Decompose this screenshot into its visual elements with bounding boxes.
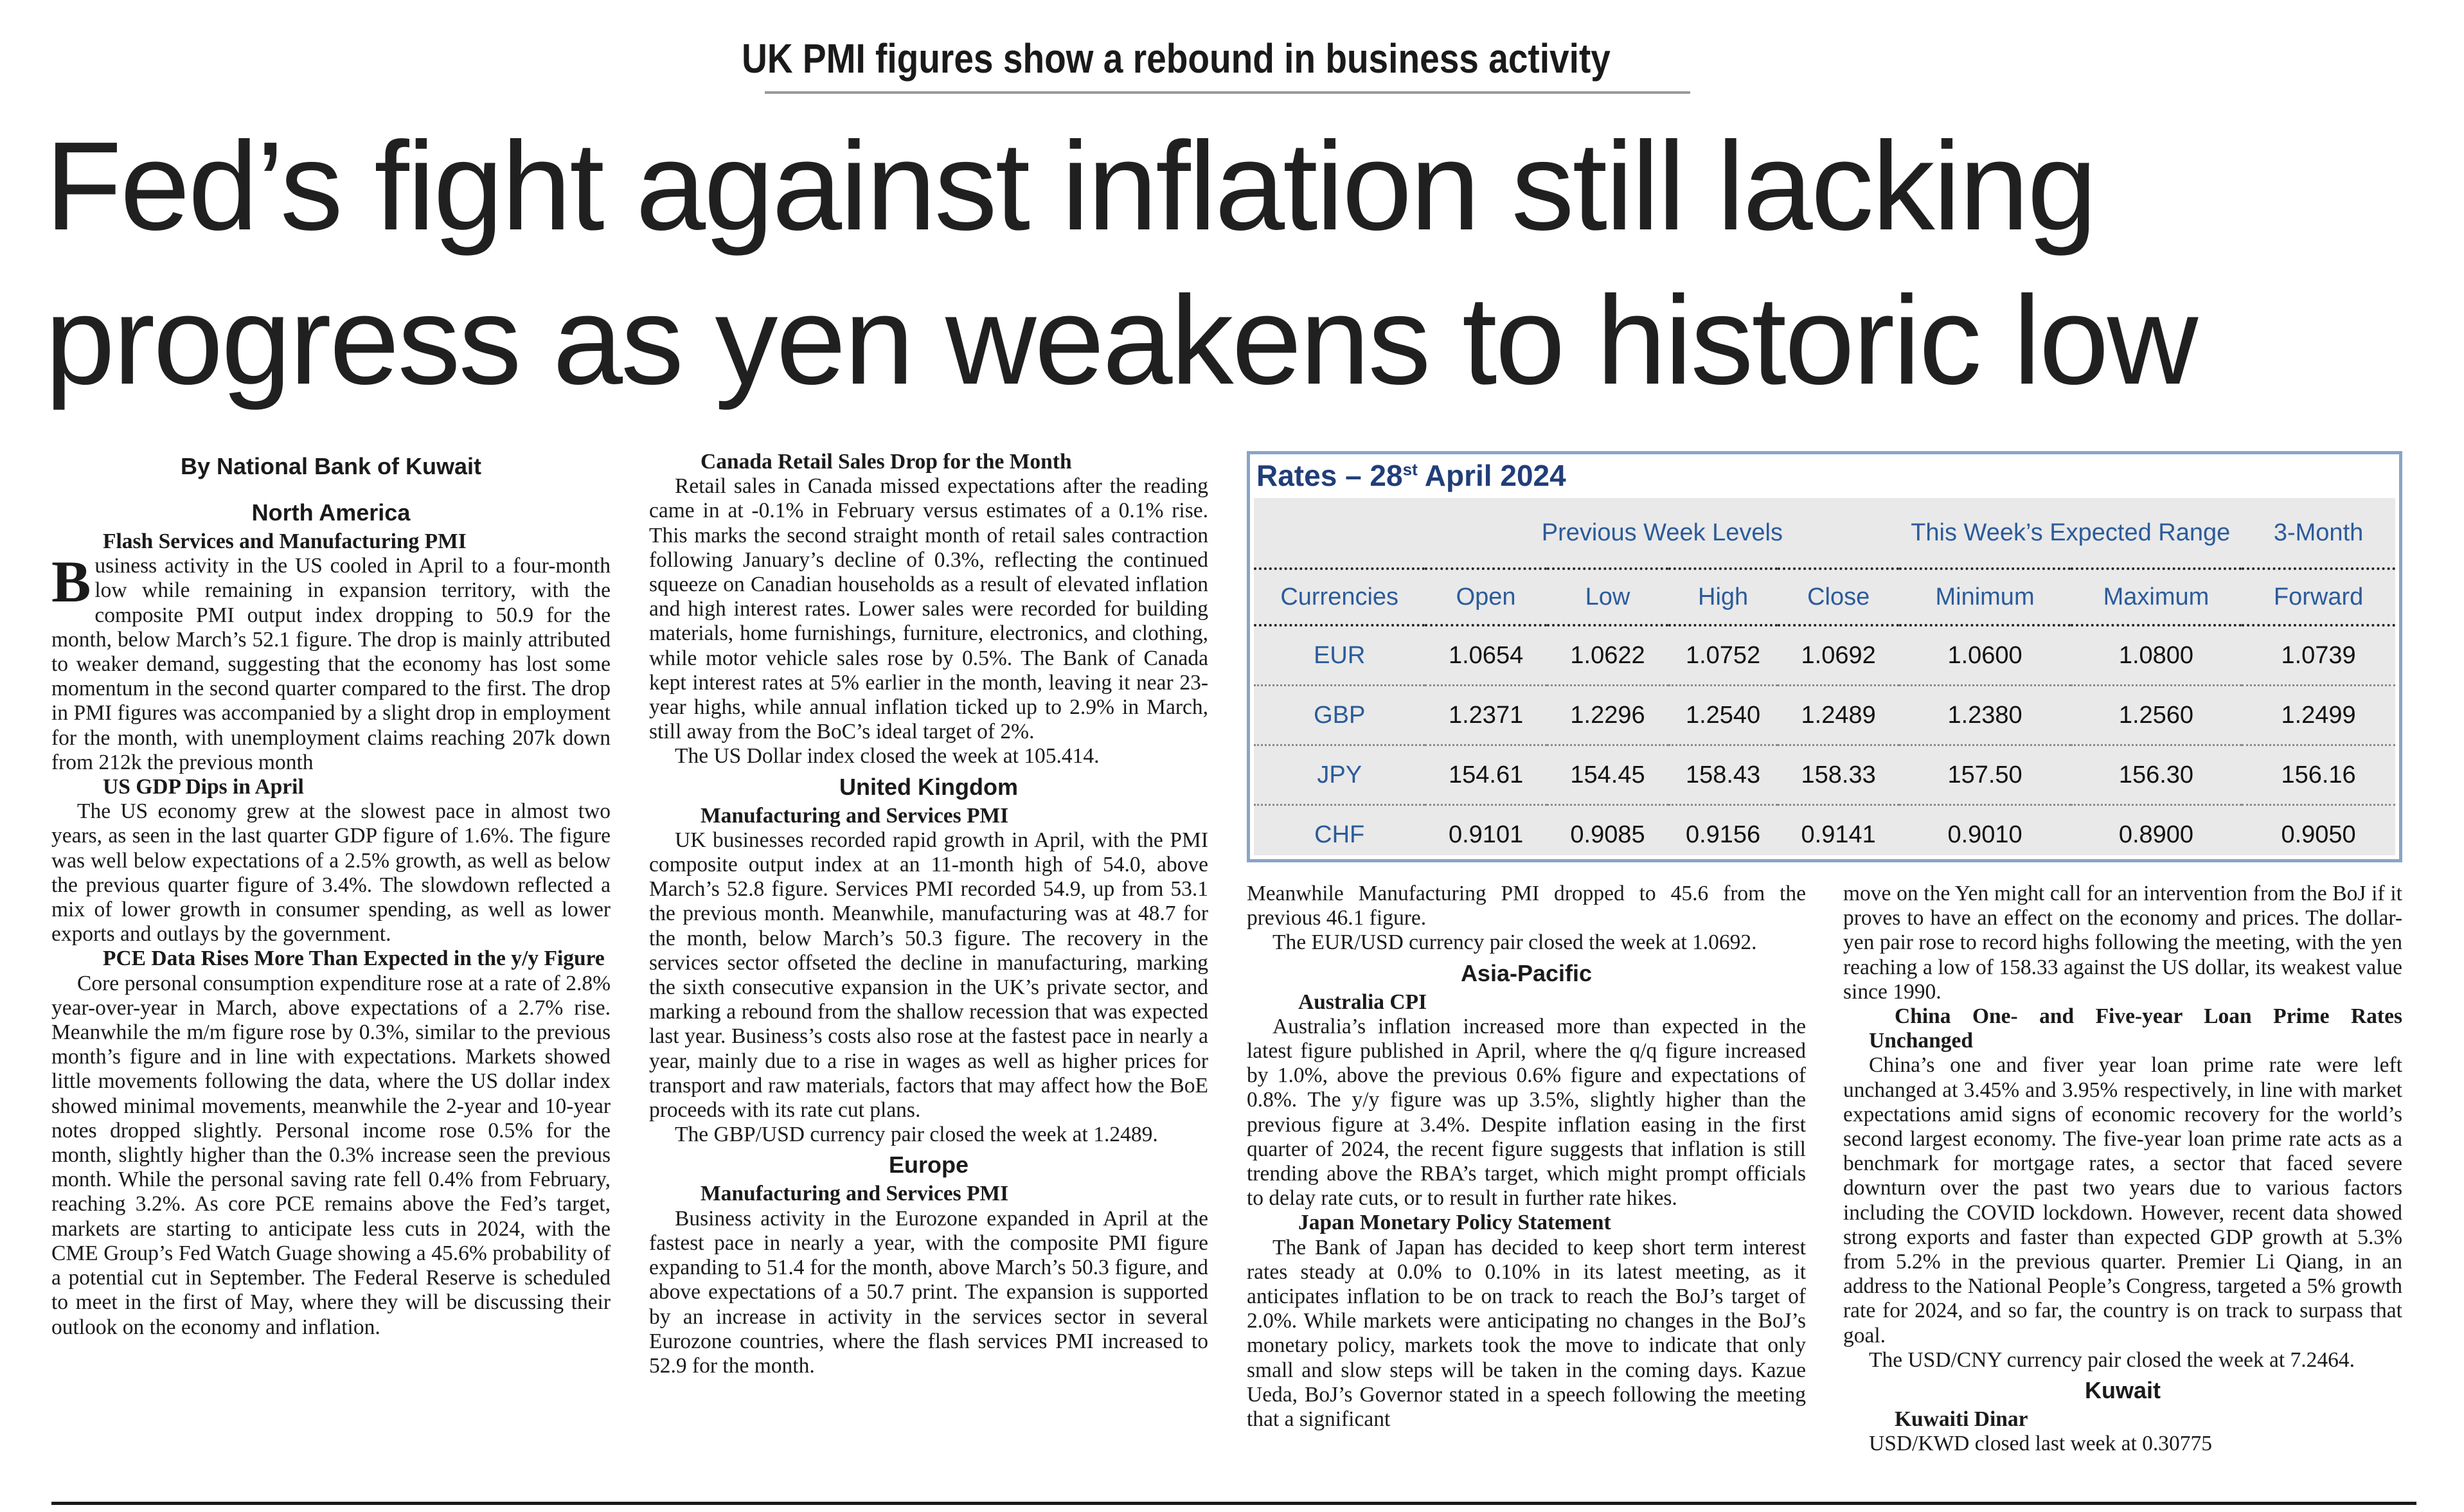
paragraph-canada-close: The US Dollar index closed the week at 105.414. <box>675 744 1100 769</box>
table-cell: 0.9050 <box>2242 805 2395 864</box>
group-expected-range: This Week’s Expected Range <box>1911 519 2231 546</box>
table-cell: 1.2540 <box>1668 686 1778 745</box>
article-column-3 <box>1247 882 1806 1432</box>
col-header-close: Close <box>1778 569 1899 625</box>
col-header-high: High <box>1668 569 1778 625</box>
table-cell: 1.2560 <box>2071 686 2242 745</box>
table-cell: 0.9010 <box>1899 805 2070 864</box>
subheading-uk-pmi: Manufacturing and Services PMI <box>701 803 1009 828</box>
main-headline-line-1: Fed’s fight against inflation still lacking <box>45 116 2096 256</box>
paragraph-europe-manufacturing: Meanwhile Manufacturing PMI dropped to 45.6 from the previous 46.1 figure. <box>1247 882 1806 930</box>
currency-cell: EUR <box>1314 641 1366 669</box>
col-header-minimum: Minimum <box>1899 569 2070 625</box>
table-cell: 158.33 <box>1778 745 1899 805</box>
paragraph-uk-close: The GBP/USD currency pair closed the week at 1.2489. <box>675 1123 1158 1147</box>
currency-cell: GBP <box>1254 686 1425 745</box>
currency-cell: CHF <box>1254 805 1425 864</box>
table-cell: 1.0800 <box>2118 641 2194 669</box>
byline: By National Bank of Kuwait <box>180 453 482 479</box>
table-cell: 1.2371 <box>1425 686 1546 745</box>
article-column-2 <box>649 450 1208 1378</box>
paragraph-europe-pmi: Business activity in the Eurozone expanded in April at the fastest pace in nearly a year, with the composite PMI figure expanding to 51.4 for the month, above March’s 50.3 figure, and above expectations of a 50.7 print. The expansion is supported by an increase in activity in the services sector in several Eurozone countries, where the flash services PMI increased to 52.9 for the month. <box>649 1206 1208 1378</box>
currency-cell: JPY <box>1254 745 1425 805</box>
group-forward: 3-Month <box>2273 519 2364 546</box>
paragraph-china-close: The USD/CNY currency pair closed the week at 7.2464. <box>1869 1347 2355 1372</box>
table-cell: 1.0739 <box>2281 641 2356 669</box>
subheading-kuwaiti-dinar: Kuwaiti Dinar <box>1895 1407 2028 1432</box>
table-cell: 0.9156 <box>1668 805 1778 864</box>
paragraph-canada: Retail sales in Canada missed expectations after the reading came in at -0.1% in February versus estimates of a 0.1% rise. This marks the second straight month of retail sales contraction following January’s decline of 0.3%, reflecting the continued squeeze on Canadian households as a result of elevated inflation and high interest rates. Lower sales were recorded for building materials, home furnishings, furniture, electronics, and clothing, while motor vehicle sales rose by 0.5%. The Bank of Canada kept interest rates at 5% earlier in the month, leaving it near 23-year highs, while annual inflation ticked up to 2.9% in March, still away from the BoC’s ideal target of 2%. <box>649 474 1208 744</box>
table-cell: 156.16 <box>2242 745 2395 805</box>
subheading-canada: Canada Retail Sales Drop for the Month <box>701 450 1072 474</box>
subheading-flash-pmi: Flash Services and Manufacturing PMI <box>103 529 467 553</box>
table-cell: 0.8900 <box>2071 805 2242 864</box>
rates-table-box <box>1247 451 2402 862</box>
section-heading-asia-pacific: Asia-Pacific <box>1460 959 1593 986</box>
rates-panel <box>1254 498 2395 855</box>
main-headline-line-2: progress as yen weakens to historic low <box>45 270 2197 411</box>
drop-cap: B <box>51 549 91 615</box>
table-cell: 156.30 <box>2071 745 2242 805</box>
rates-table <box>1254 498 2395 864</box>
group-previous-week: Previous Week Levels <box>1541 519 1783 546</box>
kicker-divider <box>765 91 1690 94</box>
section-heading-north-america: North America <box>251 499 411 526</box>
table-cell: 1.2380 <box>1899 686 2070 745</box>
paragraph-pce: Core personal consumption expenditure rose at a rate of 2.8% year-over-year in March, above expectations of a 2.7% rise. Meanwhile the m/m figure rose by 0.3%, similar to the previous month’s figure and in line with expectations. Markets showed little movements following the data, where the US dollar index showed minimal movements, meanwhile the 2-year and 10-year notes dropped slightly. Personal income rose 0.5% for the month, slightly higher than the 0.3% increase seen the previous month. While the personal saving rate fell 0.4% from February, reaching 3.2%. As core PCE remains above the Fed’s target, markets are starting to anticipate less cuts in 2024, with the CME Group’s Fed Watch Guage showing a 45.6% probability of a potential cut in September. The Federal Reserve is scheduled to meet in the first of May, where they will be discussing their outlook on the economy and inflation. <box>51 971 611 1339</box>
paragraph-japan-policy: The Bank of Japan has decided to keep short term interest rates steady at 0.0% to 0.10% in its latest meeting, as it anticipates inflation to be on track to reach the BoJ’s target of 2.0%. While markets were anticipating no changes in the BoJ’s monetary policy, markets took the move to indicate that only small and slow steps will be taken in the coming days. Kazue Ueda, BoJ’s Governor stated in a speech following the meeting that a significant <box>1247 1235 1806 1432</box>
table-cell: 0.9085 <box>1547 805 1668 864</box>
table-cell: 157.50 <box>1899 745 2070 805</box>
rates-title: Rates – 28st April 2024 <box>1256 459 1566 492</box>
paragraph-uk-pmi: UK businesses recorded rapid growth in April, with the PMI composite output index at an 11-month high of 54.0, above March’s 52.8 figure. Services PMI recorded 54.9, up from 53.1 the previous month. Meanwhile, manufacturing was at 48.7 for the month, below March’s 50.3 figure. The recovery in the services sector offseted the decline in manufacturing, marking the sixth consecutive expansion in the UK’s private sector, and marking a rebound from the shallow recession that was expected last year. Business’s costs also rose at the fastest pace in nearly a year, mainly due to a rise in wages as well as higher prices for transport and raw materials, factors that may affect how the BoE proceeds with its rate cut plans. <box>649 828 1208 1123</box>
subheading-japan-policy: Japan Monetary Policy Statement <box>1298 1211 1611 1235</box>
paragraph-china-lpr: China’s one and fiver year loan prime rate were left unchanged at 3.45% and 3.95% respectively, in line with market expectations amid signs of economic recovery for the world’s second largest economy. The five-year loan prime rate acts as a benchmark for mortgage rates, a sector that faced severe downturn over the past two years due to various factors including the COVID lockdown. However, recent data showed strong exports and faster than expected GDP growth at 5.3% from 5.2% in the previous quarter. Premier Li Qiang, in an address to the National People’s Congress, targeted a 5% growth rate for 2024, and so far, the country is on track to surpass that goal. <box>1843 1053 2402 1347</box>
table-cell: 1.0752 <box>1685 641 1761 669</box>
table-cell: 154.61 <box>1425 745 1546 805</box>
paragraph-europe-close: The EUR/USD currency pair closed the week at 1.0692. <box>1272 930 1757 955</box>
table-cell: 1.0600 <box>1947 641 2022 669</box>
article-column-4 <box>1843 882 2402 1456</box>
bottom-divider <box>51 1502 2416 1505</box>
subheading-us-gdp: US GDP Dips in April <box>103 775 304 799</box>
table-row <box>1254 686 2395 745</box>
table-row <box>1254 805 2395 864</box>
subheading-australia-cpi: Australia CPI <box>1298 990 1427 1014</box>
col-header-low: Low <box>1547 569 1668 625</box>
table-cell: 1.2489 <box>1778 686 1899 745</box>
paragraph-australia-cpi: Australia’s inflation increased more than expected in the latest figure published in April, where the q/q figure increased by 1.0%, above the previous 0.6% figure and expectations of 0.8%. The y/y figure was up 3.5%, slightly higher than the previous figure at 3.4%. Despite inflation easing in the first quarter of 2024, the recent figure suggests that inflation is still trending above the RBA’s target, which might prompt officials to delay rate cuts, or to result in further rate hikes. <box>1247 1014 1806 1211</box>
table-cell: 158.43 <box>1668 745 1778 805</box>
paragraph-flash-pmi: Business activity in the US cooled in April to a four-month low while remaining in expansion territory, with the composite PMI output index dropping to 50.9 for the month, below March’s 52.1 figure. The drop is mainly attributed to weaker demand, suggesting that the economy has lost some momentum in the second quarter compared to the first. The drop in PMI figures was accompanied by a slight drop in employment for the month, with unemployment claims reaching 207k down from 212k the previous month <box>51 549 611 774</box>
col-header-forward: Forward <box>2242 569 2395 625</box>
table-cell: 1.2296 <box>1547 686 1668 745</box>
kicker-headline: UK PMI figures show a rebound in business activity <box>742 35 1611 82</box>
col-header-open: Open <box>1425 569 1546 625</box>
subheading-pce: PCE Data Rises More Than Expected in the y/y Figure <box>103 947 605 971</box>
table-cell: 154.45 <box>1547 745 1668 805</box>
table-cell: 1.2499 <box>2242 686 2395 745</box>
table-row <box>1254 625 2395 686</box>
paragraph-japan-policy-continued: move on the Yen might call for an intervention from the BoJ if it proves to have an effect on the economy and prices. The dollar-yen pair rose to record highs following the meeting, with the yen reaching a low of 158.33 against the US dollar, its weakest value since 1990. <box>1843 882 2402 1004</box>
table-cell: 0.9101 <box>1425 805 1546 864</box>
table-cell: 1.0622 <box>1570 641 1645 669</box>
paragraph-us-gdp: The US economy grew at the slowest pace in almost two years, as seen in the last quarter GDP figure of 1.6%. The figure was well below expectations of a 2.5% growth, as well as below the previous quarter figure of 3.4%. The slowdown reflected a mix of lower growth in consumer spending, as well as lower exports and outlays by the government. <box>51 799 611 947</box>
subheading-europe-pmi: Manufacturing and Services PMI <box>701 1182 1009 1206</box>
paragraph-kuwaiti-dinar: USD/KWD closed last week at 0.30775 <box>1869 1432 2213 1456</box>
col-header-maximum: Maximum <box>2071 569 2242 625</box>
subheading-china-lpr: China One- and Five-year Loan Prime Rates Unchanged <box>1869 1004 2402 1053</box>
table-cell: 0.9141 <box>1778 805 1899 864</box>
article-column-1 <box>51 450 611 1340</box>
table-cell: 1.0692 <box>1801 641 1876 669</box>
section-heading-kuwait: Kuwait <box>2084 1377 2161 1404</box>
col-header-currencies: Currencies <box>1254 569 1425 625</box>
table-cell: 1.0654 <box>1448 641 1524 669</box>
section-heading-uk: United Kingdom <box>839 773 1018 800</box>
table-row <box>1254 745 2395 805</box>
section-heading-europe: Europe <box>888 1152 969 1178</box>
